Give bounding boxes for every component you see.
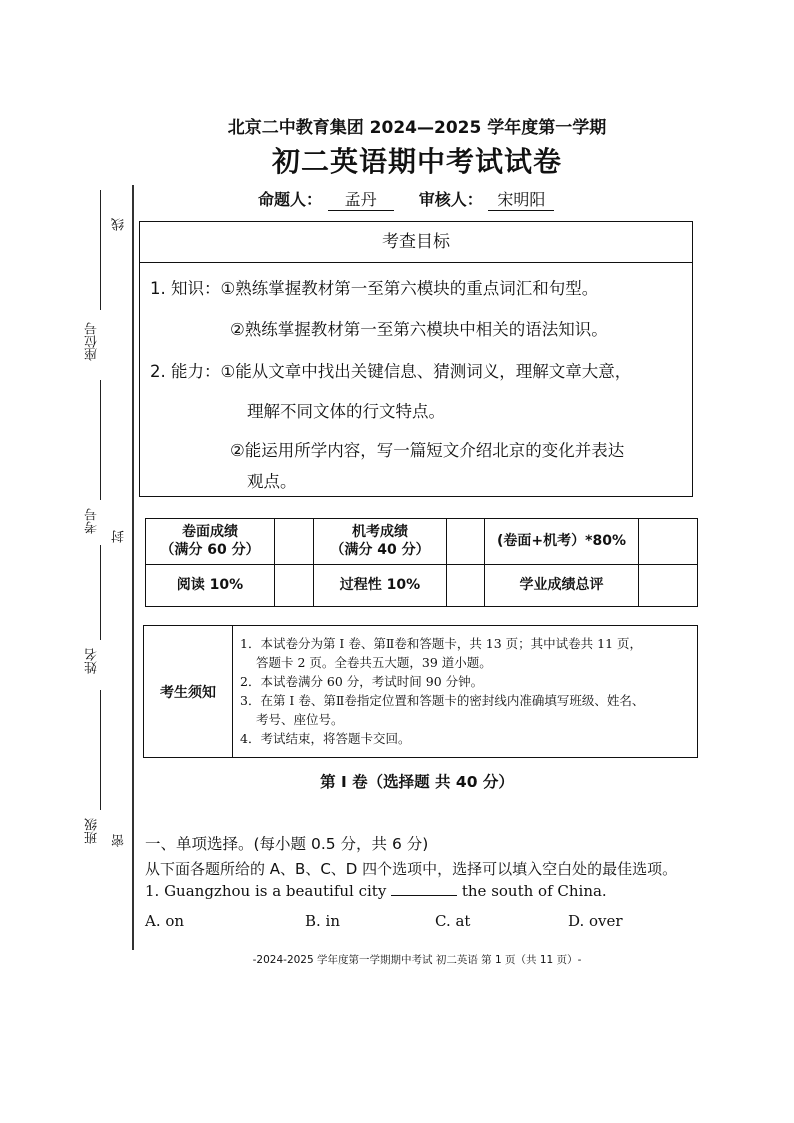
part-title: 一、单项选择。(每小题 0.5 分，共 6 分) (145, 835, 429, 853)
notice-item: 4．考试结束，将答题卡交回。 (240, 731, 411, 746)
objective-line: ②熟练掌握教材第一至第六模块中相关的语法知识。 (230, 320, 608, 339)
notice-item: 答题卡 2 页。全卷共五大题，39 道小题。 (256, 655, 492, 670)
computer-score-header (314, 519, 447, 565)
question-1-text-after: the south of China. (457, 882, 607, 900)
combined-score-header: (卷面+机考）*80% (485, 519, 639, 565)
reviewer-name: 宋明阳 (488, 187, 554, 211)
notice-label: 考生须知 (144, 626, 233, 757)
objective-line: 1. 知识：①熟练掌握教材第一至第六模块的重点词汇和句型。 (150, 279, 599, 298)
setter-label: 命题人： (258, 190, 323, 209)
objectives-box (139, 221, 693, 497)
reading-header: 阅读 10% (146, 565, 275, 607)
exam-no-label: 考号 (85, 508, 100, 534)
page-footer: -2024-2025 学年度第一学期期中考试 初二英语 第 1 页（共 11 页）- (252, 954, 582, 966)
process-header: 过程性 10% (314, 565, 447, 607)
paper-score-max: （满分 60 分） (160, 541, 260, 558)
option-a[interactable]: A. on (145, 912, 185, 930)
paper-score-cell[interactable] (275, 519, 314, 565)
section-title: 第 I 卷（选择题 共 40 分） (320, 773, 514, 791)
notice-item: 1．本试卷分为第 I 卷、第Ⅱ卷和答题卡，共 13 页；其中试卷共 11 页， (240, 636, 643, 651)
notice-item: 考号、座位号。 (256, 712, 344, 727)
notice-item: 2．本试卷满分 60 分，考试时间 90 分钟。 (240, 674, 484, 689)
overall-cell[interactable] (639, 565, 698, 607)
paper-score-header (146, 519, 275, 565)
score-table (145, 518, 698, 607)
computer-score-cell[interactable] (447, 519, 485, 565)
exam-title: 初二英语期中考试试卷 (271, 145, 562, 178)
notice-box (143, 625, 698, 758)
answer-blank[interactable] (391, 883, 457, 896)
process-cell[interactable] (447, 565, 485, 607)
name-field[interactable] (100, 545, 101, 640)
combined-score-cell[interactable] (639, 519, 698, 565)
computer-score-label: 机考成绩 (352, 524, 408, 540)
paper-score-label: 卷面成绩 (182, 524, 238, 540)
objective-line: ②能运用所学内容，写一篇短文介绍北京的变化并表达 (230, 441, 625, 460)
question-1 (145, 882, 607, 900)
reading-cell[interactable] (275, 565, 314, 607)
seat-field[interactable] (100, 190, 101, 310)
option-d[interactable]: D. over (568, 912, 623, 930)
school-line: 北京二中教育集团 2024—2025 学年度第一学期 (227, 118, 607, 138)
notice-list (240, 634, 689, 748)
name-label: 姓名 (85, 648, 100, 674)
setter-name: 孟丹 (328, 187, 394, 211)
binding-mark-seal: 封 (112, 530, 127, 543)
binding-mark-secret: 密 (112, 834, 127, 847)
option-b[interactable]: B. in (305, 912, 341, 930)
seat-label: 座位号 (85, 322, 100, 361)
binding-mark-line: 线 (112, 218, 127, 231)
class-field[interactable] (100, 690, 101, 810)
question-1-text-before: 1. Guangzhou is a beautiful city (145, 882, 392, 900)
exam-no-field[interactable] (100, 380, 101, 500)
binding-line (132, 185, 134, 950)
overall-header: 学业成绩总评 (485, 565, 639, 607)
objective-line: 理解不同文体的行文特点。 (247, 402, 445, 421)
option-c[interactable]: C. at (435, 912, 471, 930)
computer-score-max: （满分 40 分） (330, 541, 430, 558)
objectives-heading: 考查目标 (140, 222, 692, 263)
part-instruction: 从下面各题所给的 A、B、C、D 四个选项中，选择可以填入空白处的最佳选项。 (145, 860, 678, 878)
objective-line: 观点。 (247, 472, 297, 491)
notice-item: 3．在第 I 卷、第Ⅱ卷指定位置和答题卡的密封线内准确填写班级、姓名、 (240, 693, 645, 708)
objective-line: 2. 能力：①能从文章中找出关键信息、猜测词义，理解文章大意， (150, 362, 632, 381)
reviewer-label: 审核人： (418, 190, 483, 209)
author-line (258, 187, 554, 211)
class-label: 班级 (85, 818, 100, 844)
